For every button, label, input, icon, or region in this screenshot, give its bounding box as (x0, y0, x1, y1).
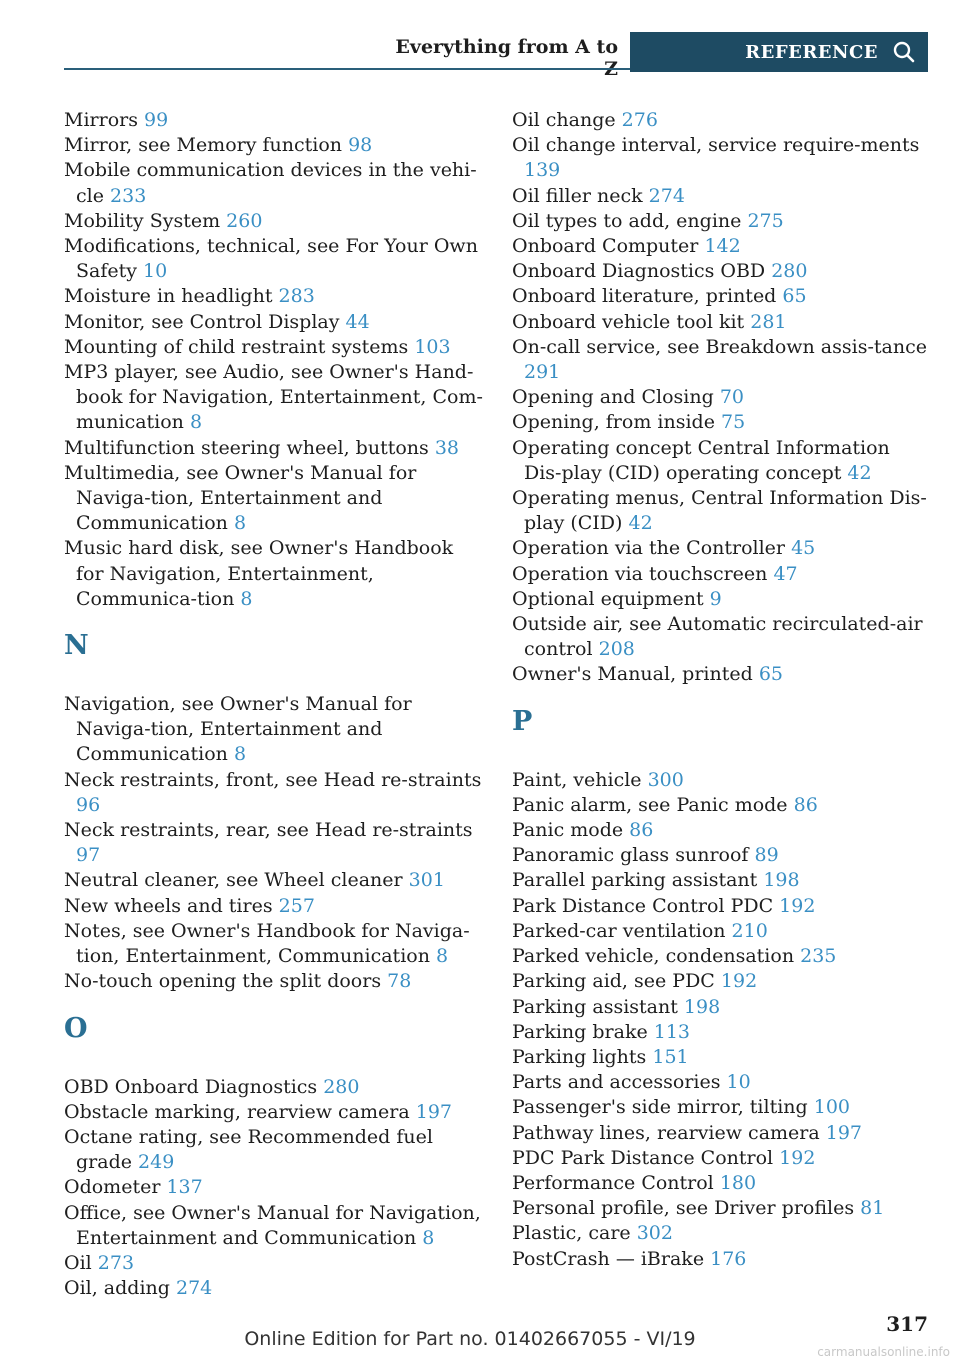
index-entry-text: Outside air, see Automatic recirculated-air control (512, 613, 923, 661)
index-entry (512, 818, 932, 843)
index-entry-text: OBD Onboard Diagnostics (64, 1075, 318, 1098)
page-link[interactable]: 137 (166, 1176, 203, 1199)
page-number: 317 (886, 1312, 928, 1336)
page-link[interactable]: 273 (97, 1251, 135, 1274)
page-link[interactable]: 8 (233, 512, 247, 535)
index-entry-text: Oil change interval, service require‐ments (512, 134, 920, 157)
index-entry-text: Opening and Closing (512, 386, 714, 409)
page-link[interactable]: 99 (144, 109, 169, 131)
index-entry (64, 360, 484, 436)
index-entry (512, 662, 932, 687)
index-entry (64, 108, 484, 133)
index-entry-text: New wheels and tires (64, 894, 273, 917)
page-link[interactable]: 192 (779, 894, 816, 917)
page-link[interactable]: 75 (720, 411, 746, 434)
reference-tab-label: REFERENCE (745, 41, 878, 63)
page-link[interactable]: 180 (719, 1171, 757, 1194)
index-entry (512, 995, 932, 1020)
index-entry (512, 335, 932, 385)
page-link[interactable]: 302 (636, 1222, 673, 1245)
page-link[interactable]: 249 (138, 1151, 175, 1174)
index-entry (64, 1251, 484, 1276)
index-entry (512, 536, 932, 561)
page-link[interactable]: 65 (782, 285, 807, 308)
index-entry-text: Passenger's side mirror, tilting (512, 1096, 808, 1119)
index-entry (64, 536, 484, 612)
index-entry (512, 1196, 932, 1221)
index-entry-text: Oil, adding (64, 1277, 170, 1300)
index-entry (512, 1020, 932, 1045)
page-link[interactable]: 176 (710, 1247, 747, 1270)
index-entry (64, 234, 484, 284)
page-link[interactable]: 257 (278, 894, 315, 917)
index-entry (512, 1095, 932, 1120)
page-link[interactable]: 281 (750, 310, 787, 333)
index-entry (512, 1171, 932, 1196)
index-entry-text: Monitor, see Control Display (64, 310, 340, 333)
page-link[interactable]: 45 (791, 537, 816, 560)
index-entry (512, 919, 932, 944)
page-link[interactable]: 78 (387, 970, 412, 993)
footer-edition: Online Edition for Part no. 01402667055 - VI/19 (244, 1328, 696, 1350)
index-entry-text: Moisture in headlight (64, 285, 273, 308)
page-link[interactable]: 97 (76, 844, 101, 867)
page-link[interactable]: 151 (652, 1045, 689, 1068)
index-column-left (64, 108, 484, 1301)
index-entry-text: Panic mode (512, 819, 624, 842)
page-link[interactable]: 81 (860, 1197, 885, 1220)
index-entry (64, 436, 484, 461)
index-entry (512, 1146, 932, 1171)
index-entry (512, 562, 932, 587)
index-entry (512, 944, 932, 969)
index-entry (64, 209, 484, 234)
index-entry (512, 385, 932, 410)
index-entry (512, 284, 932, 309)
index-entry (512, 184, 932, 209)
page-link[interactable]: 197 (825, 1121, 863, 1144)
page-link[interactable]: 103 (414, 335, 451, 358)
index-entry (64, 284, 484, 309)
page-link[interactable]: 276 (621, 109, 658, 131)
page-link[interactable]: 280 (323, 1075, 360, 1098)
page-link[interactable]: 139 (524, 159, 561, 182)
page-link[interactable]: 301 (408, 869, 445, 892)
index-entry-text: Oil change (512, 109, 616, 131)
page-link[interactable]: 9 (709, 587, 722, 610)
index-entry-text: Mirror, see Memory function (64, 134, 343, 157)
index-entry (512, 1121, 932, 1146)
index-entry (64, 1276, 484, 1301)
index-entry (64, 1100, 484, 1125)
index-entry-text: Oil filler neck (512, 184, 643, 207)
index-entry-text: Onboard vehicle tool kit (512, 310, 745, 333)
index-entry-text: Park Distance Control PDC (512, 894, 774, 917)
index-entry-text: Operating menus, Central Information Dis‐play (CID) (512, 487, 927, 535)
index-entry (512, 259, 932, 284)
page-link[interactable]: 98 (348, 134, 373, 157)
index-entry-text: Parking lights (512, 1045, 647, 1068)
index-entry-text: On-call service, see Breakdown assis‐tance (512, 335, 927, 358)
index-entry (64, 335, 484, 360)
index-entry-text: Parts and accessories (512, 1071, 721, 1094)
index-entry-text: Parked-car ventilation (512, 919, 726, 942)
page-link[interactable]: 235 (800, 945, 837, 968)
index-entry-text: Mobility System (64, 209, 221, 232)
page-link[interactable]: 197 (415, 1100, 452, 1123)
index-entry-text: Neck restraints, rear, see Head re‐straints (64, 819, 473, 842)
index-entry (64, 310, 484, 335)
page-link[interactable]: 192 (720, 970, 758, 993)
page-link[interactable]: 291 (524, 361, 561, 384)
index-entry (512, 410, 932, 435)
index-entry-text: Parking aid, see PDC (512, 970, 715, 993)
index-entry (512, 894, 932, 919)
index-entry (512, 843, 932, 868)
index-entry (512, 234, 932, 259)
index-entry (512, 133, 932, 183)
page-link[interactable]: 96 (76, 793, 101, 816)
index-entry (512, 310, 932, 335)
index-entry (512, 868, 932, 893)
index-entry (512, 209, 932, 234)
index-entry-text: Plastic, care (512, 1222, 631, 1245)
page-link[interactable]: 8 (436, 945, 449, 968)
page-link[interactable]: 280 (771, 260, 808, 283)
page-link[interactable]: 142 (704, 235, 741, 258)
page-link[interactable]: 47 (773, 562, 798, 585)
page-link[interactable]: 8 (422, 1226, 435, 1249)
page-link[interactable]: 274 (176, 1277, 213, 1300)
index-entry (512, 1045, 932, 1070)
index-entry-text: Parked vehicle, condensation (512, 945, 795, 968)
page-link[interactable]: 89 (754, 844, 779, 867)
page-link[interactable]: 198 (683, 995, 721, 1018)
index-entry (512, 587, 932, 612)
page-link[interactable]: 8 (189, 411, 203, 434)
index-entry (64, 768, 484, 818)
index-entry (64, 133, 484, 158)
index-entry (64, 919, 484, 969)
page-link[interactable]: 100 (813, 1096, 850, 1119)
index-entry-text: Operation via touchscreen (512, 562, 768, 585)
index-column-right (512, 108, 932, 1272)
section-letter: P (512, 705, 533, 737)
index-entry-text: Oil (64, 1251, 92, 1274)
index-entry-text: Onboard Diagnostics OBD (512, 260, 766, 283)
index-entry-text: Panic alarm, see Panic mode (512, 793, 788, 816)
index-entry-text: Parking assistant (512, 995, 678, 1018)
page-link[interactable]: 275 (747, 209, 784, 232)
index-entry-text: Panoramic glass sunroof (512, 844, 749, 867)
page-link[interactable]: 86 (793, 793, 818, 816)
page-header-title: Everything from A to (395, 36, 618, 58)
index-entry (64, 1075, 484, 1100)
watermark: carmanualsonline.info (817, 1345, 950, 1359)
page-link[interactable]: 10 (726, 1071, 751, 1094)
index-entry (512, 436, 932, 486)
section-letter: N (64, 630, 89, 662)
index-entry-text: Mounting of child restraint systems (64, 335, 409, 358)
index-entry-text: Opening, from inside (512, 411, 715, 434)
page-link[interactable]: 8 (233, 743, 247, 766)
page-link[interactable]: 113 (653, 1020, 691, 1043)
page-link[interactable]: 44 (345, 310, 370, 333)
index-entry-text: Navigation, see Owner's Manual for Naviga‐tion, Entertainment and Communication (64, 693, 412, 766)
index-entry-text: Music hard disk, see Owner's Handbook for Navigation, Entertainment, Communica‐tion (64, 537, 454, 610)
index-entry-text: Onboard literature, printed (512, 285, 777, 308)
index-entry-text: Mobile communication devices in the vehi‐cle (64, 159, 477, 207)
page-link[interactable]: 192 (779, 1146, 816, 1169)
index-entry-text: Modifications, technical, see For Your Own Safety (64, 235, 478, 283)
page-link[interactable]: 42 (847, 461, 872, 484)
page-link[interactable]: 42 (628, 512, 653, 535)
index-entry-text: Octane rating, see Recommended fuel grade (64, 1125, 433, 1174)
page-link[interactable]: 300 (647, 768, 684, 791)
page-link[interactable]: 260 (226, 209, 263, 232)
index-entry (64, 1125, 484, 1175)
reference-tab[interactable] (630, 32, 928, 72)
page-link[interactable]: 198 (763, 869, 800, 892)
page-link[interactable]: 70 (719, 386, 745, 409)
index-entry-text: Optional equipment (512, 587, 704, 610)
index-entry (64, 1201, 484, 1251)
page-link[interactable]: 86 (629, 819, 654, 842)
index-entry-text: MP3 player, see Audio, see Owner's Hand‐book for Navigation, Entertainment, Com‐munication (64, 361, 483, 434)
index-entry (64, 692, 484, 768)
index-entry-text: Owner's Manual, printed (512, 663, 753, 686)
index-entry-text: Parking brake (512, 1020, 648, 1043)
page-link[interactable]: 274 (648, 184, 685, 207)
index-entry (512, 768, 932, 793)
index-entry (64, 868, 484, 893)
header-rule (64, 68, 630, 70)
index-entry (512, 1247, 932, 1272)
index-entry-text: Notes, see Owner's Handbook for Naviga‐tion, Entertainment, Communication (64, 919, 470, 968)
index-entry-text: Multimedia, see Owner's Manual for Naviga‐tion, Entertainment and Communication (64, 461, 417, 535)
index-entry (64, 1175, 484, 1200)
index-entry (512, 1221, 932, 1246)
index-entry (64, 158, 484, 208)
page-link[interactable]: 233 (110, 184, 147, 207)
index-entry (64, 818, 484, 868)
index-entry-text: Oil types to add, engine (512, 209, 742, 232)
index-entry (512, 108, 932, 133)
index-entry (512, 486, 932, 536)
index-entry-text: Odometer (64, 1176, 161, 1199)
page-link[interactable]: 210 (731, 919, 768, 942)
index-entry (512, 1070, 932, 1095)
index-entry-text: Personal profile, see Driver profiles (512, 1197, 855, 1220)
index-entry-text: Neutral cleaner, see Wheel cleaner (64, 869, 403, 892)
index-entry (64, 461, 484, 537)
index-entry (512, 612, 932, 662)
index-entry (64, 894, 484, 919)
section-letter: O (64, 1012, 88, 1044)
index-entry-text: Paint, vehicle (512, 768, 642, 791)
index-entry-text: Multifunction steering wheel, buttons (64, 436, 429, 459)
page-link[interactable]: 10 (143, 260, 168, 283)
index-entry-text: No-touch opening the split doors (64, 970, 382, 993)
index-entry (512, 969, 932, 994)
index-entry-text: Parallel parking assistant (512, 869, 758, 892)
index-entry-text: Onboard Computer (512, 235, 699, 258)
page-link[interactable]: 65 (758, 663, 783, 686)
index-entry-text: Mirrors (64, 109, 138, 131)
index-entry (64, 969, 484, 994)
page-link[interactable]: 208 (598, 638, 635, 661)
index-entry-text: PDC Park Distance Control (512, 1146, 774, 1169)
page-link[interactable]: 283 (278, 285, 315, 308)
index-entry-text: Office, see Owner's Manual for Navigation, Entertainment and Communication (64, 1201, 481, 1249)
index-entry (512, 793, 932, 818)
search-icon (892, 40, 916, 64)
index-entry-text: PostCrash — iBrake (512, 1247, 705, 1270)
page-link[interactable]: 8 (240, 587, 253, 610)
index-entry-text: Obstacle marking, rearview camera (64, 1100, 410, 1123)
index-entry-text: Neck restraints, front, see Head re‐straints (64, 768, 482, 791)
index-entry-text: Operation via the Controller (512, 537, 786, 560)
index-entry-text: Pathway lines, rearview camera (512, 1121, 820, 1144)
index-entry-text: Operating concept Central Information Dis‐play (CID) operating concept (512, 436, 890, 484)
index-entry-text: Performance Control (512, 1171, 714, 1194)
page-link[interactable]: 38 (434, 436, 460, 459)
